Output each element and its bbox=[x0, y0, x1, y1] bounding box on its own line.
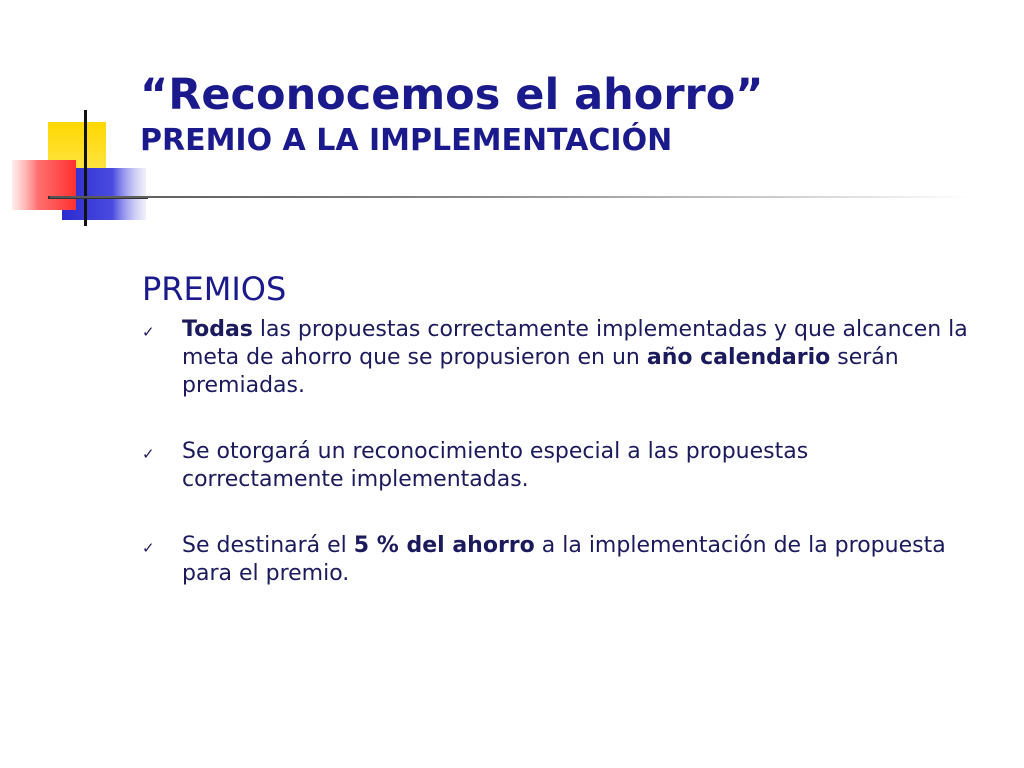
slide-content bbox=[142, 268, 972, 626]
bullet-text bbox=[182, 533, 946, 586]
bullet-item bbox=[142, 438, 972, 494]
check-mark-icon: ✓ bbox=[142, 539, 155, 557]
vertical-line bbox=[84, 110, 87, 226]
section-heading: PREMIOS bbox=[142, 270, 287, 308]
bullet-text bbox=[182, 317, 968, 398]
check-mark-icon: ✓ bbox=[142, 445, 155, 463]
title-divider bbox=[50, 196, 970, 198]
check-mark-icon: ✓ bbox=[142, 323, 155, 341]
plain-text: serán premiadas. bbox=[182, 345, 899, 398]
bullet-item bbox=[142, 532, 972, 588]
bullet-item bbox=[142, 316, 972, 400]
bold-text: 5 % del ahorro bbox=[353, 533, 535, 558]
plain-text: a la implementación de la propuesta para el premio. bbox=[182, 533, 946, 586]
bold-text: año calendario bbox=[646, 345, 831, 370]
red-square bbox=[12, 160, 76, 210]
bullet-list bbox=[142, 316, 972, 588]
plain-text: Se otorgará un reconocimiento especial a las propuestas correctamente implementadas. bbox=[182, 439, 809, 492]
bold-text: Todas bbox=[182, 317, 253, 342]
bullet-text bbox=[182, 439, 808, 492]
plain-text: las propuestas correctamente implementadas y que alcancen la meta de ahorro que se propusieron en un bbox=[182, 317, 968, 370]
plain-text: Se destinará el bbox=[182, 533, 354, 558]
decorative-squares-logo bbox=[0, 0, 150, 240]
slide-title-block bbox=[140, 70, 1000, 162]
slide-subtitle: PREMIO A LA IMPLEMENTACIÓN bbox=[140, 123, 673, 158]
slide-title: “Reconocemos el ahorro” bbox=[140, 70, 764, 120]
